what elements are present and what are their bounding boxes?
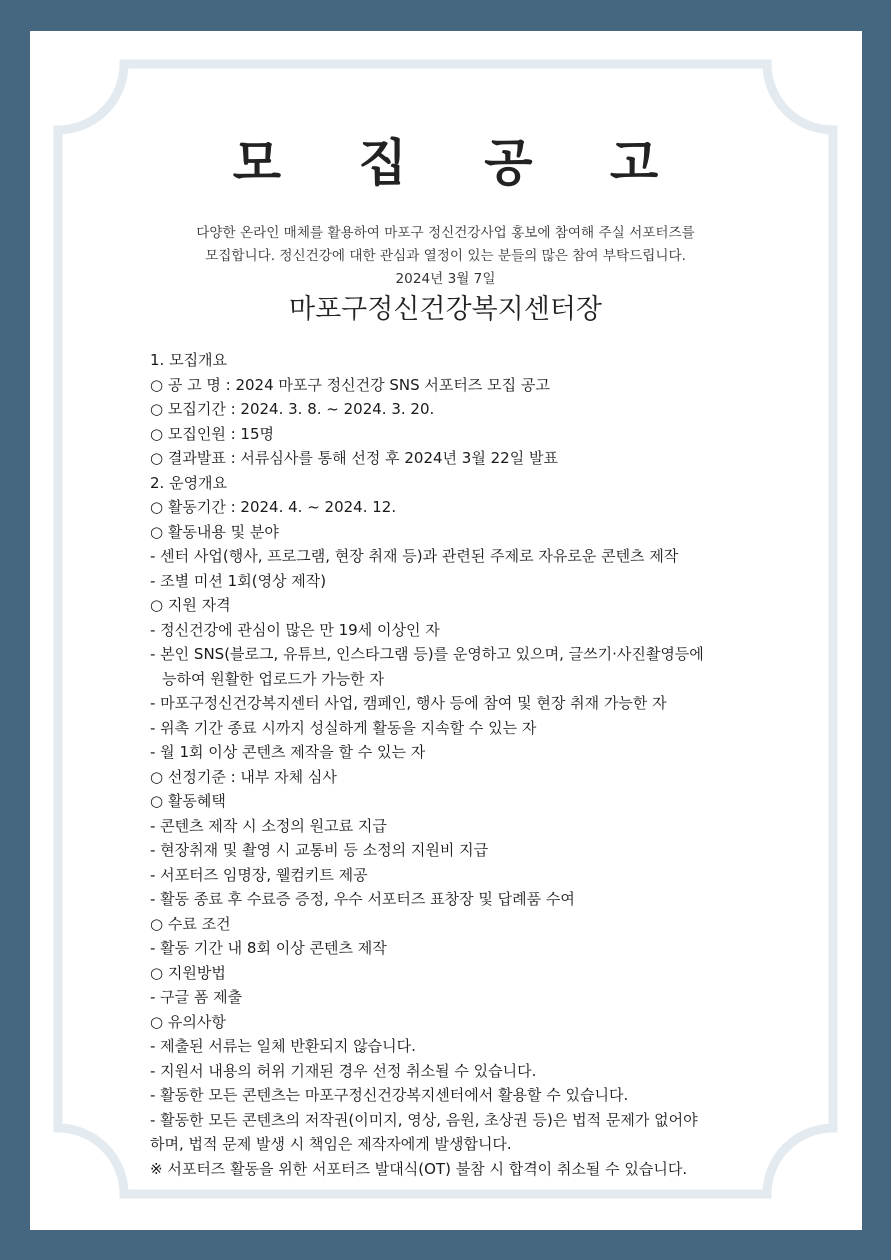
intro-line: 다양한 온라인 매체를 활용하여 마포구 정신건강사업 홍보에 참여해 주실 서포터즈를 [196, 225, 695, 241]
list-item: - 활동 기간 내 8회 이상 콘텐츠 제작 [150, 939, 387, 957]
list-item: - 서포터즈 임명장, 웰컴키트 제공 [150, 865, 368, 884]
list-item: - 센터 사업(행사, 프로그램, 현장 취재 등)과 관련된 주제로 자유로운 콘텐츠 제작 [150, 547, 679, 565]
list-item: ○ 지원방법 [150, 963, 226, 982]
list-item: - 구글 폼 제출 [150, 988, 243, 1006]
list-item: - 지원서 내용의 허위 기재된 경우 선정 취소될 수 있습니다. [150, 1061, 537, 1080]
list-item: - 활동한 모든 콘텐츠는 마포구정신건강복지센터에서 활용할 수 있습니다. [150, 1086, 629, 1104]
list-item: - 마포구정신건강복지센터 사업, 캠페인, 행사 등에 참여 및 현장 취재 가능한 자 [150, 694, 667, 712]
list-item: ○ 활동혜택 [150, 792, 226, 810]
list-item: ○ 유의사항 [150, 1012, 226, 1031]
list-item: ○ 지원 자격 [150, 596, 231, 614]
list-item: ○ 활동내용 및 분야 [150, 522, 279, 541]
intro-text [150, 222, 741, 291]
list-item: - 본인 SNS(블로그, 유튜브, 인스타그램 등)를 운영하고 있으며, 글쓰기·사진촬영등에 [150, 645, 704, 663]
section-heading: 2. 운영개요 [150, 473, 228, 492]
footnote: ※ 서포터즈 활동을 위한 서포터즈 발대식(OT) 불참 시 합격이 취소될 수 있습니다. [150, 1159, 688, 1178]
notice-body [150, 348, 750, 1181]
list-item: - 현장취재 및 촬영 시 교통비 등 소정의 지원비 지급 [150, 841, 489, 859]
organization-name: 마포구정신건강복지센터장 [289, 294, 602, 325]
list-item: - 정신건강에 관심이 많은 만 19세 이상인 자 [150, 620, 440, 639]
list-item: ○ 공 고 명 : 2024 마포구 정신건강 SNS 서포터즈 모집 공고 [150, 375, 550, 394]
list-item: - 위촉 기간 종료 시까지 성실하게 활동을 지속할 수 있는 자 [150, 718, 537, 737]
list-item: - 활동한 모든 콘텐츠의 저작권(이미지, 영상, 음원, 초상권 등)은 법적 문제가 없어야 [150, 1110, 698, 1129]
list-item-continuation: 하며, 법적 문제 발생 시 책임은 제작자에게 발생합니다. [150, 1135, 512, 1153]
list-item: - 조별 미션 1회(영상 제작) [150, 571, 327, 590]
list-item: ○ 수료 조건 [150, 914, 231, 933]
list-item: - 활동 종료 후 수료증 증정, 우수 서포터즈 표창장 및 답례품 수여 [150, 890, 575, 908]
list-item: ○ 모집인원 : 15명 [150, 424, 274, 443]
list-item: ○ 선정기준 : 내부 자체 심사 [150, 767, 337, 786]
intro-line: 모집합니다. 정신건강에 대한 관심과 열정이 있는 분들의 많은 참여 부탁드립니다. [205, 248, 686, 264]
list-item: - 콘텐츠 제작 시 소정의 원고료 지급 [150, 816, 387, 835]
list-item: ○ 모집기간 : 2024. 3. 8. ~ 2024. 3. 20. [150, 400, 435, 418]
list-item: - 월 1회 이상 콘텐츠 제작을 할 수 있는 자 [150, 743, 426, 761]
notice-date: 2024년 3월 7일 [395, 271, 496, 287]
list-item: - 제출된 서류는 일체 반환되지 않습니다. [150, 1037, 416, 1055]
list-item-continuation: 능하여 원활한 업로드가 가능한 자 [162, 669, 384, 688]
page-title: 모 집 공 고 [232, 133, 689, 192]
section-heading: 1. 모집개요 [150, 351, 228, 369]
list-item: ○ 결과발표 : 서류심사를 통해 선정 후 2024년 3월 22일 발표 [150, 449, 558, 467]
list-item: ○ 활동기간 : 2024. 4. ~ 2024. 12. [150, 498, 397, 516]
